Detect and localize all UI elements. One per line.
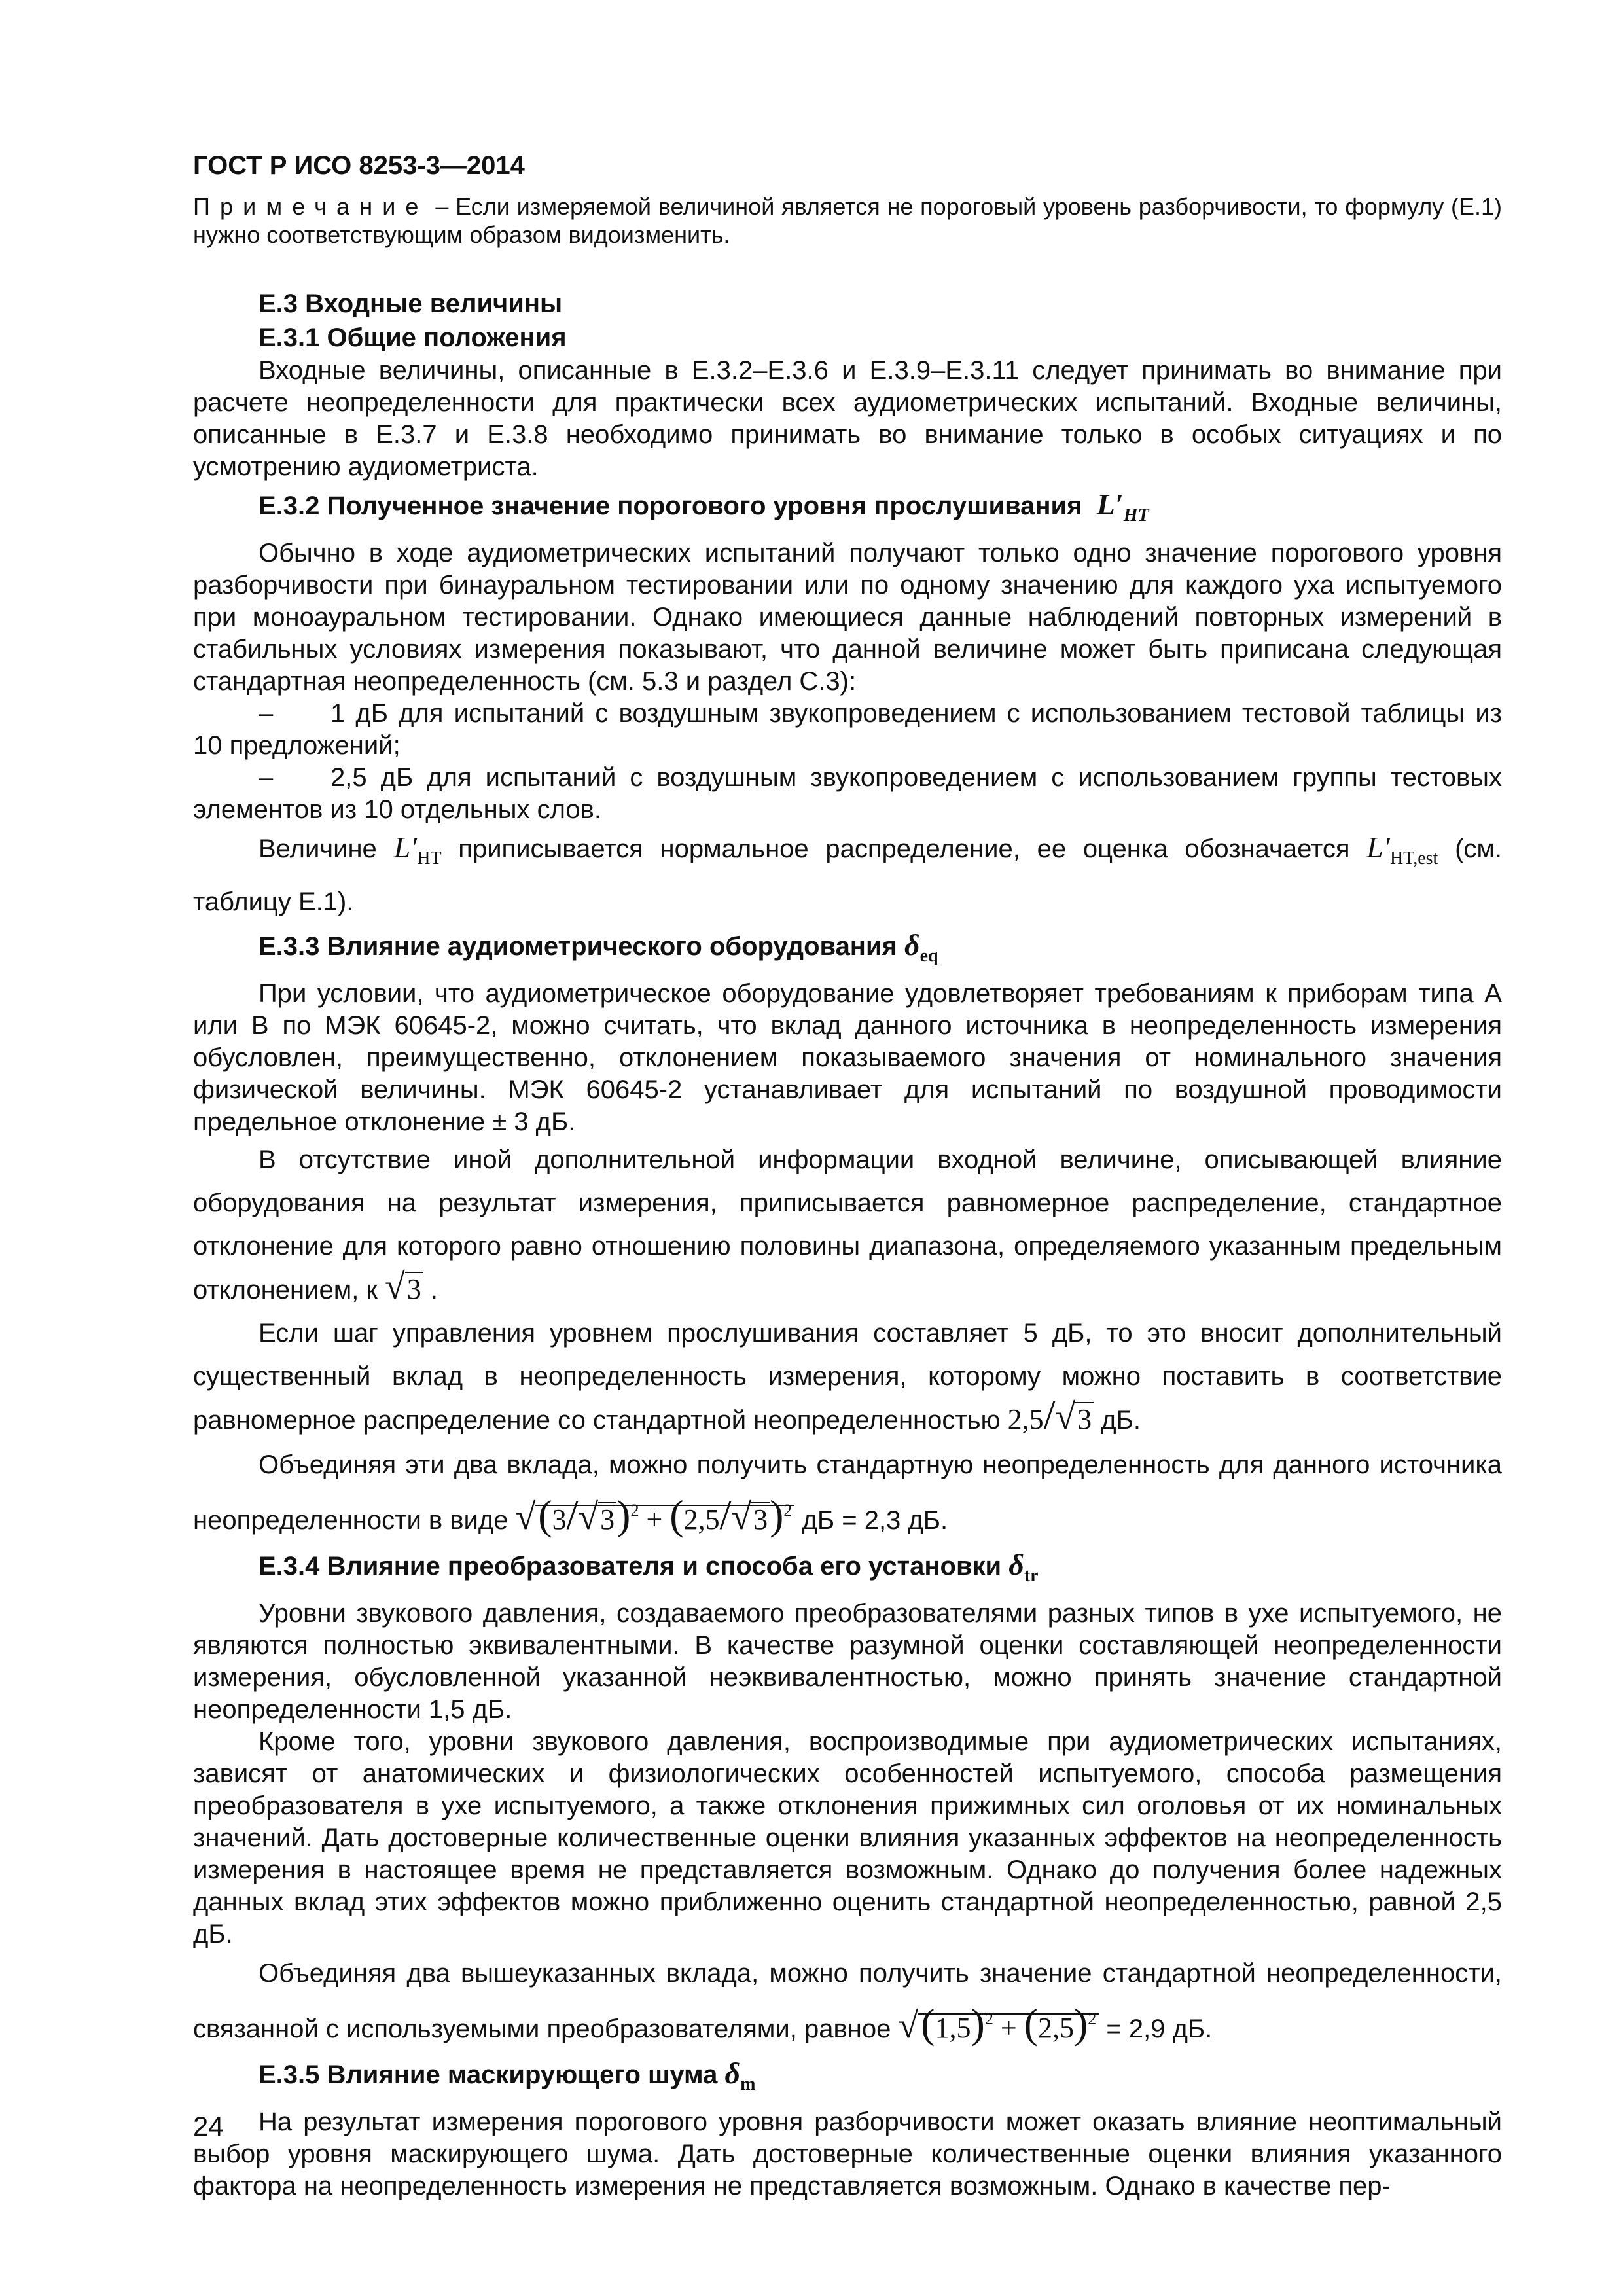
symbol-main: δ	[904, 928, 920, 961]
symbol	[1096, 488, 1149, 526]
section-e31-title: Е.3.1 Общие положения	[259, 323, 567, 352]
formula-number: 2,5	[1007, 1403, 1044, 1435]
plus-sign: +	[639, 1503, 670, 1535]
division-slash: /	[719, 1492, 732, 1538]
text: дБ.	[1094, 1406, 1141, 1435]
formula-number: 3	[552, 1503, 567, 1535]
list-item	[193, 762, 1502, 826]
paragraph	[193, 826, 1502, 924]
symbol	[1008, 1548, 1039, 1586]
exponent: 2	[1088, 2009, 1097, 2028]
section-e32-title	[259, 483, 1502, 537]
sqrt-radicand: 3	[1075, 1402, 1094, 1435]
text: В отсутствие иной дополнительной информации входной величине, описывающей влияние оборудования на результат измерения, приписывается равномерное распределение, стандартное отклонение для которого равно отношению половины диапазона, определяемого указанным предельным отклонением, к	[193, 1145, 1502, 1304]
sqrt-radicand: 3	[598, 1502, 616, 1535]
section-title-text: Е.3.4 Влияние преобразователя и способа его установки	[259, 1552, 1002, 1581]
symbol-main: L′	[1096, 488, 1124, 521]
section-title-text: Е.3.3 Влияние аудиометрического оборудования	[259, 932, 897, 961]
sqrt-radicand: 3	[405, 1272, 423, 1305]
sqrt-sign: √	[731, 1497, 752, 1537]
paren-close: )	[971, 2000, 985, 2047]
paragraph	[193, 1312, 1502, 1442]
paragraph	[193, 1950, 1502, 2052]
text: приписывается нормальное распределение, ее оценка обозначается	[441, 834, 1367, 863]
section-e3-title: Е.3 Входные величины	[259, 289, 563, 318]
list-item-text: 2,5 дБ для испытаний с воздушным звукопроведением с использованием группы тестовых элементов из 10 отдельных слов.	[193, 763, 1502, 824]
list-item	[193, 698, 1502, 762]
sqrt-sign: √	[1055, 1397, 1076, 1437]
text: Объединяя два вышеуказанных вклада, можно получить значение стандартной неопределенности, связанной с используемыми преобразователями, равное	[193, 1959, 1502, 2043]
formula-radicand	[535, 1492, 794, 1538]
symbol-subscript: m	[740, 2074, 756, 2094]
symbol-subscript: HT,est	[1389, 848, 1438, 869]
section-e33-title	[259, 924, 1502, 978]
formula-number: 1,5	[935, 2012, 971, 2044]
sqrt-sign: √	[385, 1266, 405, 1307]
sqrt-sign: √	[898, 2005, 919, 2046]
note-paragraph	[193, 192, 1502, 249]
page-content	[193, 149, 1502, 2202]
text: Если шаг управления уровнем прослушивания составляет 5 дБ, то это вносит дополнительный существенный вклад в неопределенность измерения, которому можно поставить в соответствие равномерное распределение со стандартной неопределенностью	[193, 1319, 1502, 1435]
paragraph	[193, 1442, 1502, 1543]
text: Объединяя эти два вклада, можно получить стандартную неопределенность для данного источника неопределенности в виде	[193, 1450, 1502, 1535]
list-item-text: 1 дБ для испытаний с воздушным звукопроведением с использованием тестовой таблицы из 10 предложений;	[193, 699, 1502, 760]
paren-open: (	[1024, 2000, 1038, 2047]
symbol	[724, 2056, 756, 2094]
paragraph	[193, 1138, 1502, 1312]
page-number: 24	[193, 2111, 224, 2142]
symbol-subscript: tr	[1024, 1566, 1039, 1586]
formula-number: 2,5	[1037, 2012, 1074, 2044]
paren-close: )	[770, 1492, 784, 1538]
exponent: 2	[984, 2009, 993, 2028]
sqrt-radicand: 3	[751, 1502, 770, 1535]
symbol	[904, 928, 938, 966]
list-dash: –	[259, 763, 274, 792]
symbol	[1366, 831, 1438, 869]
paren-open: (	[921, 2000, 935, 2047]
paragraph: При условии, что аудиометрическое оборудование удовлетворяет требованиям к приборам типа А или В по МЭК 60645-2, можно считать, что вклад данного источника в неопределенность измерения обусловлен, преимущественно, отклонением показываемого значения от номинального значения физической величины. МЭК 60645-2 устанавливает для испытаний по воздушной проводимости предельное отклонение ± 3 дБ.	[193, 979, 1502, 1136]
symbol-main: L′	[393, 831, 418, 864]
symbol-main: δ	[1008, 1548, 1024, 1581]
paren-close: )	[616, 1492, 631, 1538]
paragraph: Обычно в ходе аудиометрических испытаний получают только одно значение порогового уровня разборчивости при бинауральном тестировании или по одному значению для каждого уха испытуемого при моноауральном тестировании. Однако имеющиеся данные наблюдений повторных измерений в стабильных условиях измерения показывают, что данной величине может быть приписана следующая стандартная неопределенность (см. 5.3 и раздел С.3):	[193, 539, 1502, 696]
list-dash: –	[259, 699, 274, 728]
paragraph: Уровни звукового давления, создаваемого преобразователями разных типов в ухе испытуемого, не являются полностью эквивалентными. В качестве разумной оценки составляющей неопределенности измерения, обусловленной указанной неэквивалентностью, можно принять значение стандартной неопределенности 1,5 дБ.	[193, 1599, 1502, 1724]
paren-close: )	[1073, 2000, 1088, 2047]
section-e34-title	[259, 1543, 1502, 1598]
section-e35-title	[259, 2052, 1502, 2106]
note-label: Примечание	[193, 193, 429, 220]
exponent: 2	[630, 1501, 639, 1520]
division-slash: /	[1043, 1391, 1056, 1438]
section-title-text: Е.3.2 Полученное значение порогового уровня прослушивания	[259, 492, 1082, 520]
paragraph: На результат измерения порогового уровня разборчивости может оказать влияние неоптимальный выбор уровня маскирующего шума. Дать достоверные количественные оценки влияния указанного фактора на неопределенность измерения не представляется возможным. Однако в качестве пер-	[193, 2108, 1502, 2200]
document-header: ГОСТ Р ИСО 8253-3—2014	[193, 151, 525, 180]
symbol-main: L′	[1366, 831, 1390, 864]
formula-number: 2,5	[683, 1503, 720, 1535]
formula-radicand	[918, 2000, 1099, 2047]
division-slash: /	[566, 1492, 579, 1538]
paragraph: Кроме того, уровни звукового давления, воспроизводимые при аудиометрических испытаниях, зависят от анатомических и физиологических особенностей испытуемого, способа размещения преобразователя в ухе испытуемого, а также отклонения прижимных сил оголовья от их номинальных значений. Дать достоверные количественные оценки влияния указанных эффектов на неопределенность измерения в настоящее время не представляется возможным. Однако до получения более надежных данных вклад этих эффектов можно приближенно оценить стандартной неопределенностью, равной 2,5 дБ.	[193, 1727, 1502, 1948]
paragraph: Входные величины, описанные в Е.3.2–Е.3.6 и Е.3.9–Е.3.11 следует принимать во внимание при расчете неопределенности для практически всех аудиометрических испытаний. Входные величины, описанные в Е.3.7 и Е.3.8 необходимо принимать во внимание только в особых ситуациях и по усмотрению аудиометриста.	[193, 356, 1502, 481]
plus-sign: +	[993, 2012, 1024, 2044]
symbol-subscript: HT	[1123, 505, 1149, 526]
paren-open: (	[538, 1492, 552, 1538]
sqrt-sign: √	[578, 1497, 599, 1537]
paren-open: (	[669, 1492, 684, 1538]
text: (см. таблицу Е.1).	[193, 834, 1503, 916]
symbol	[393, 831, 442, 869]
note-text: – Если измеряемой величиной является не пороговый уровень разборчивости, то формулу (Е.1) нужно соответствующим образом видоизменить.	[193, 193, 1502, 248]
section-title-text: Е.3.5 Влияние маскирующего шума	[259, 2060, 718, 2089]
sqrt-sign: √	[515, 1497, 536, 1537]
text: = 2,9 дБ.	[1099, 2015, 1213, 2043]
exponent: 2	[783, 1501, 793, 1520]
text: .	[423, 1276, 438, 1304]
symbol-subscript: HT	[417, 848, 442, 869]
text: дБ = 2,3 дБ.	[794, 1506, 948, 1535]
symbol-subscript: eq	[919, 946, 938, 966]
text: Величине	[259, 834, 394, 863]
symbol-main: δ	[724, 2056, 741, 2090]
